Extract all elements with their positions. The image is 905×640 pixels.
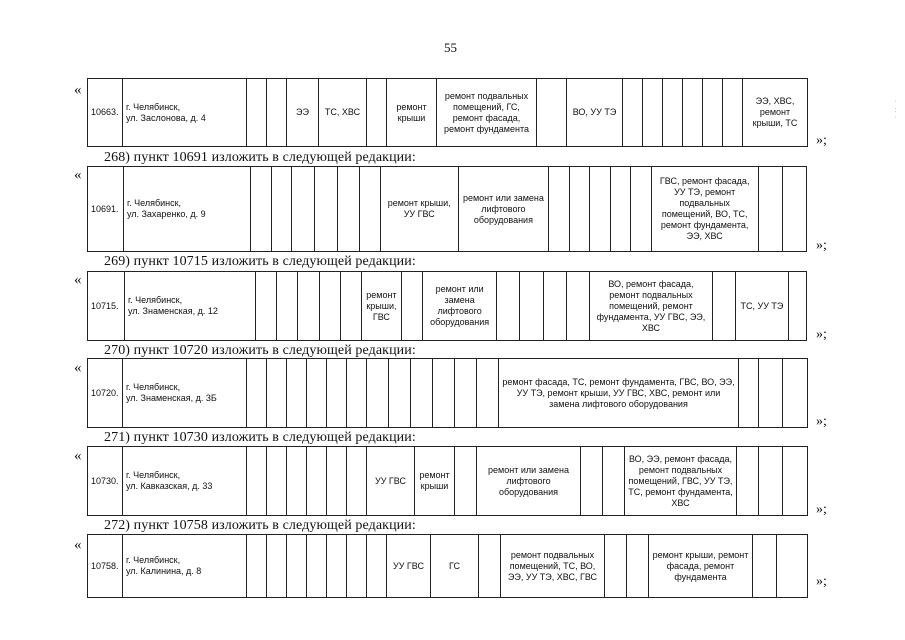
section-heading: 269) пункт 10715 изложить в следующей редакции: [104,254,416,269]
item-number: 10720. [88,359,123,428]
address: г. Челябинск, ул. Заслонова, д. 4 [123,79,247,147]
address: г. Челябинск, ул. Кавказская, д. 33 [123,447,247,516]
closing-quote: »; [816,414,827,429]
table-row-10715 [87,271,807,341]
cell-value: ремонт или замена лифтового оборудования [458,167,548,252]
cell-value: ТС, ХВС [319,79,367,147]
cell-value: ремонт фасада, ТС, ремонт фундамента, ГВС, ВО, ЭЭ, УУ ТЭ, ремонт крыши, УУ ГВС, ХВС, ремонт или замена лифтового оборудования [499,359,739,428]
cell-value: ремонт крыши, ГВС [361,272,401,341]
section-heading: 271) пункт 10730 изложить в следующей редакции: [104,430,416,445]
closing-quote: »; [816,238,827,253]
cell-value: ремонт крыши [387,79,437,147]
cell-value: ремонт или замена лифтового оборудования [423,272,497,341]
cell-value: ВО, ремонт фасада, ремонт подвальных помещений, ремонт фундамента, УУ ГВС, ЭЭ, ХВС [590,272,713,341]
opening-quote: « [74,272,82,288]
opening-quote: « [74,167,82,183]
table-row-10720 [87,358,808,428]
address: г. Челябинск, ул. Знаменская, д. 3Б [123,359,247,428]
table-row-10691 [87,166,807,252]
cell-value: ремонт подвальных помещений, ГС, ремонт фасада, ремонт фундамента [437,79,537,147]
cell-value: ГС [431,535,479,598]
cell-value: ремонт или замена лифтового оборудования [477,447,581,516]
closing-quote: »; [816,574,827,589]
closing-quote: »; [816,133,827,148]
opening-quote: « [74,82,82,98]
address: г. Челябинск, ул. Захаренко, д. 9 [123,167,250,252]
cell-value: ремонт подвальных помещений, ТС, ВО, ЭЭ, УУ ТЭ, ХВС, ГВС [501,535,605,598]
item-number: 10715. [88,272,125,341]
closing-quote: »; [816,502,827,517]
section-heading: 270) пункт 10720 изложить в следующей редакции: [104,343,416,358]
cell-value: ГВС, ремонт фасада, УУ ТЭ, ремонт подвальных помещений, ВО, ТС, ремонт фундамента, ЭЭ, ХВС [651,167,758,252]
cell-value: ремонт крыши, ремонт фасада, ремонт фундамента [649,535,753,598]
table-row-10663 [87,78,808,147]
cell-value: ЭЭ [287,79,319,147]
scan-artifact: · : · [894,97,897,122]
closing-quote: »; [816,327,827,342]
cell-value: ВО, ЭЭ, ремонт фасада, ремонт подвальных помещений, ГВС, УУ ТЭ, ТС, ремонт фундамента, ХВС [625,447,737,516]
item-number: 10691. [88,167,124,252]
item-number: 10663. [88,79,123,147]
cell-value: ремонт крыши [415,447,455,516]
item-number: 10758. [88,535,123,598]
cell-value: УУ ГВС [367,447,415,516]
opening-quote: « [74,537,82,553]
section-heading: 272) пункт 10758 изложить в следующей редакции: [104,518,416,533]
address: г. Челябинск, ул. Калинина, д. 8 [123,535,247,598]
table-row-10730 [87,446,808,516]
opening-quote: « [74,360,82,376]
address: г. Челябинск, ул. Знаменская, д. 12 [125,272,256,341]
table-row-10758 [87,534,808,598]
section-heading: 268) пункт 10691 изложить в следующей редакции: [104,150,416,165]
cell-value: ВО, УУ ТЭ [567,79,623,147]
opening-quote: « [74,448,82,464]
cell-value: ЭЭ, ХВС, ремонт крыши, ТС [743,79,808,147]
item-number: 10730. [88,447,123,516]
cell-value: УУ ГВС [387,535,431,598]
page-number: 55 [444,40,457,55]
cell-value: ремонт крыши, УУ ГВС [380,167,458,252]
cell-value: ТС, УУ ТЭ [736,272,789,341]
